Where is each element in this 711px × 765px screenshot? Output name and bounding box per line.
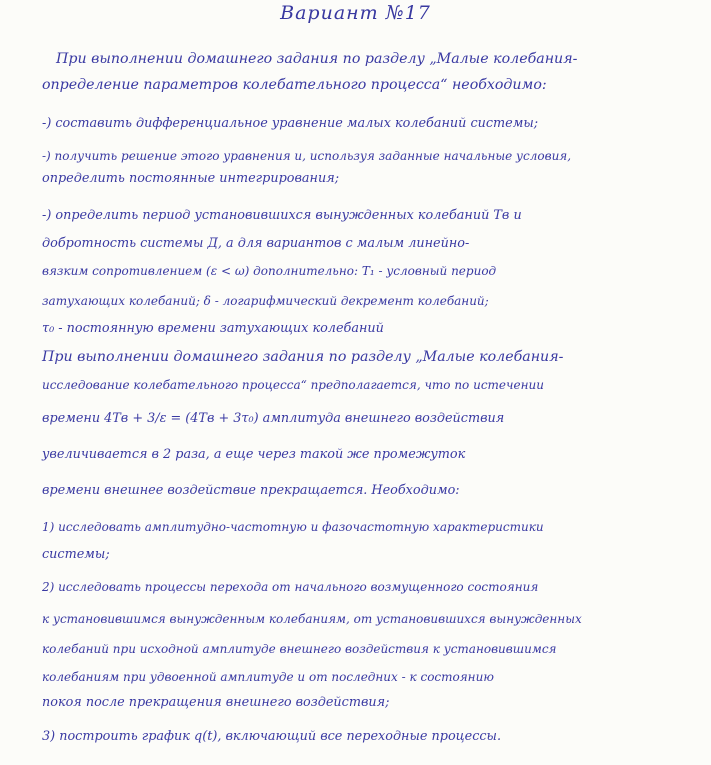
- text-line: 1) исследовать амплитудно-частотную и фазочастотную характеристики: [42, 520, 544, 534]
- text-line: добротность системы Д, а для вариантов с малым линейно-: [42, 236, 470, 251]
- text-line: колебаниям при удвоенной амплитуде и от последних - к состоянию: [42, 670, 494, 684]
- text-line: затухающих колебаний; δ - логарифмический декремент колебаний;: [42, 294, 489, 308]
- text-line: При выполнении домашнего задания по разделу „Малые колебания-: [56, 51, 578, 67]
- text-line: времени внешнее воздействие прекращается. Необходимо:: [42, 483, 460, 498]
- text-line: -) определить период установившихся вынужденных колебаний Tв и: [42, 208, 522, 223]
- page-title: Вариант №17: [280, 2, 431, 24]
- text-line: увеличивается в 2 раза, а еще через такой же промежуток: [42, 447, 466, 462]
- text-line: -) составить дифференциальное уравнение малых колебаний системы;: [42, 116, 539, 131]
- text-line: к установившимся вынужденным колебаниям, от установившихся вынужденных: [42, 612, 582, 626]
- text-line: -) получить решение этого уравнения и, используя заданные начальные условия,: [42, 149, 572, 163]
- text-line: системы;: [42, 547, 110, 562]
- text-line: покоя после прекращения внешнего воздействия;: [42, 695, 390, 710]
- text-line: 2) исследовать процессы перехода от начального возмущенного состояния: [42, 580, 539, 594]
- text-line: При выполнении домашнего задания по разделу „Малые колебания-: [42, 349, 564, 365]
- text-line: времени 4Tв + 3/ε = (4Tв + 3τ₀) амплитуда внешнего воздействия: [42, 411, 505, 426]
- text-line: исследование колебательного процесса“ предполагается, что по истечении: [42, 378, 544, 392]
- text-line: определить постоянные интегрирования;: [42, 171, 340, 186]
- text-line: колебаний при исходной амплитуде внешнего воздействия к установившимся: [42, 642, 557, 656]
- text-line: вязким сопротивлением (ε < ω) дополнительно: T₁ - условный период: [42, 264, 497, 278]
- text-line: 3) построить график q(t), включающий все переходные процессы.: [42, 729, 502, 744]
- text-line: определение параметров колебательного процесса“ необходимо:: [42, 77, 547, 93]
- text-line: τ₀ - постоянную времени затухающих колебаний: [42, 321, 384, 336]
